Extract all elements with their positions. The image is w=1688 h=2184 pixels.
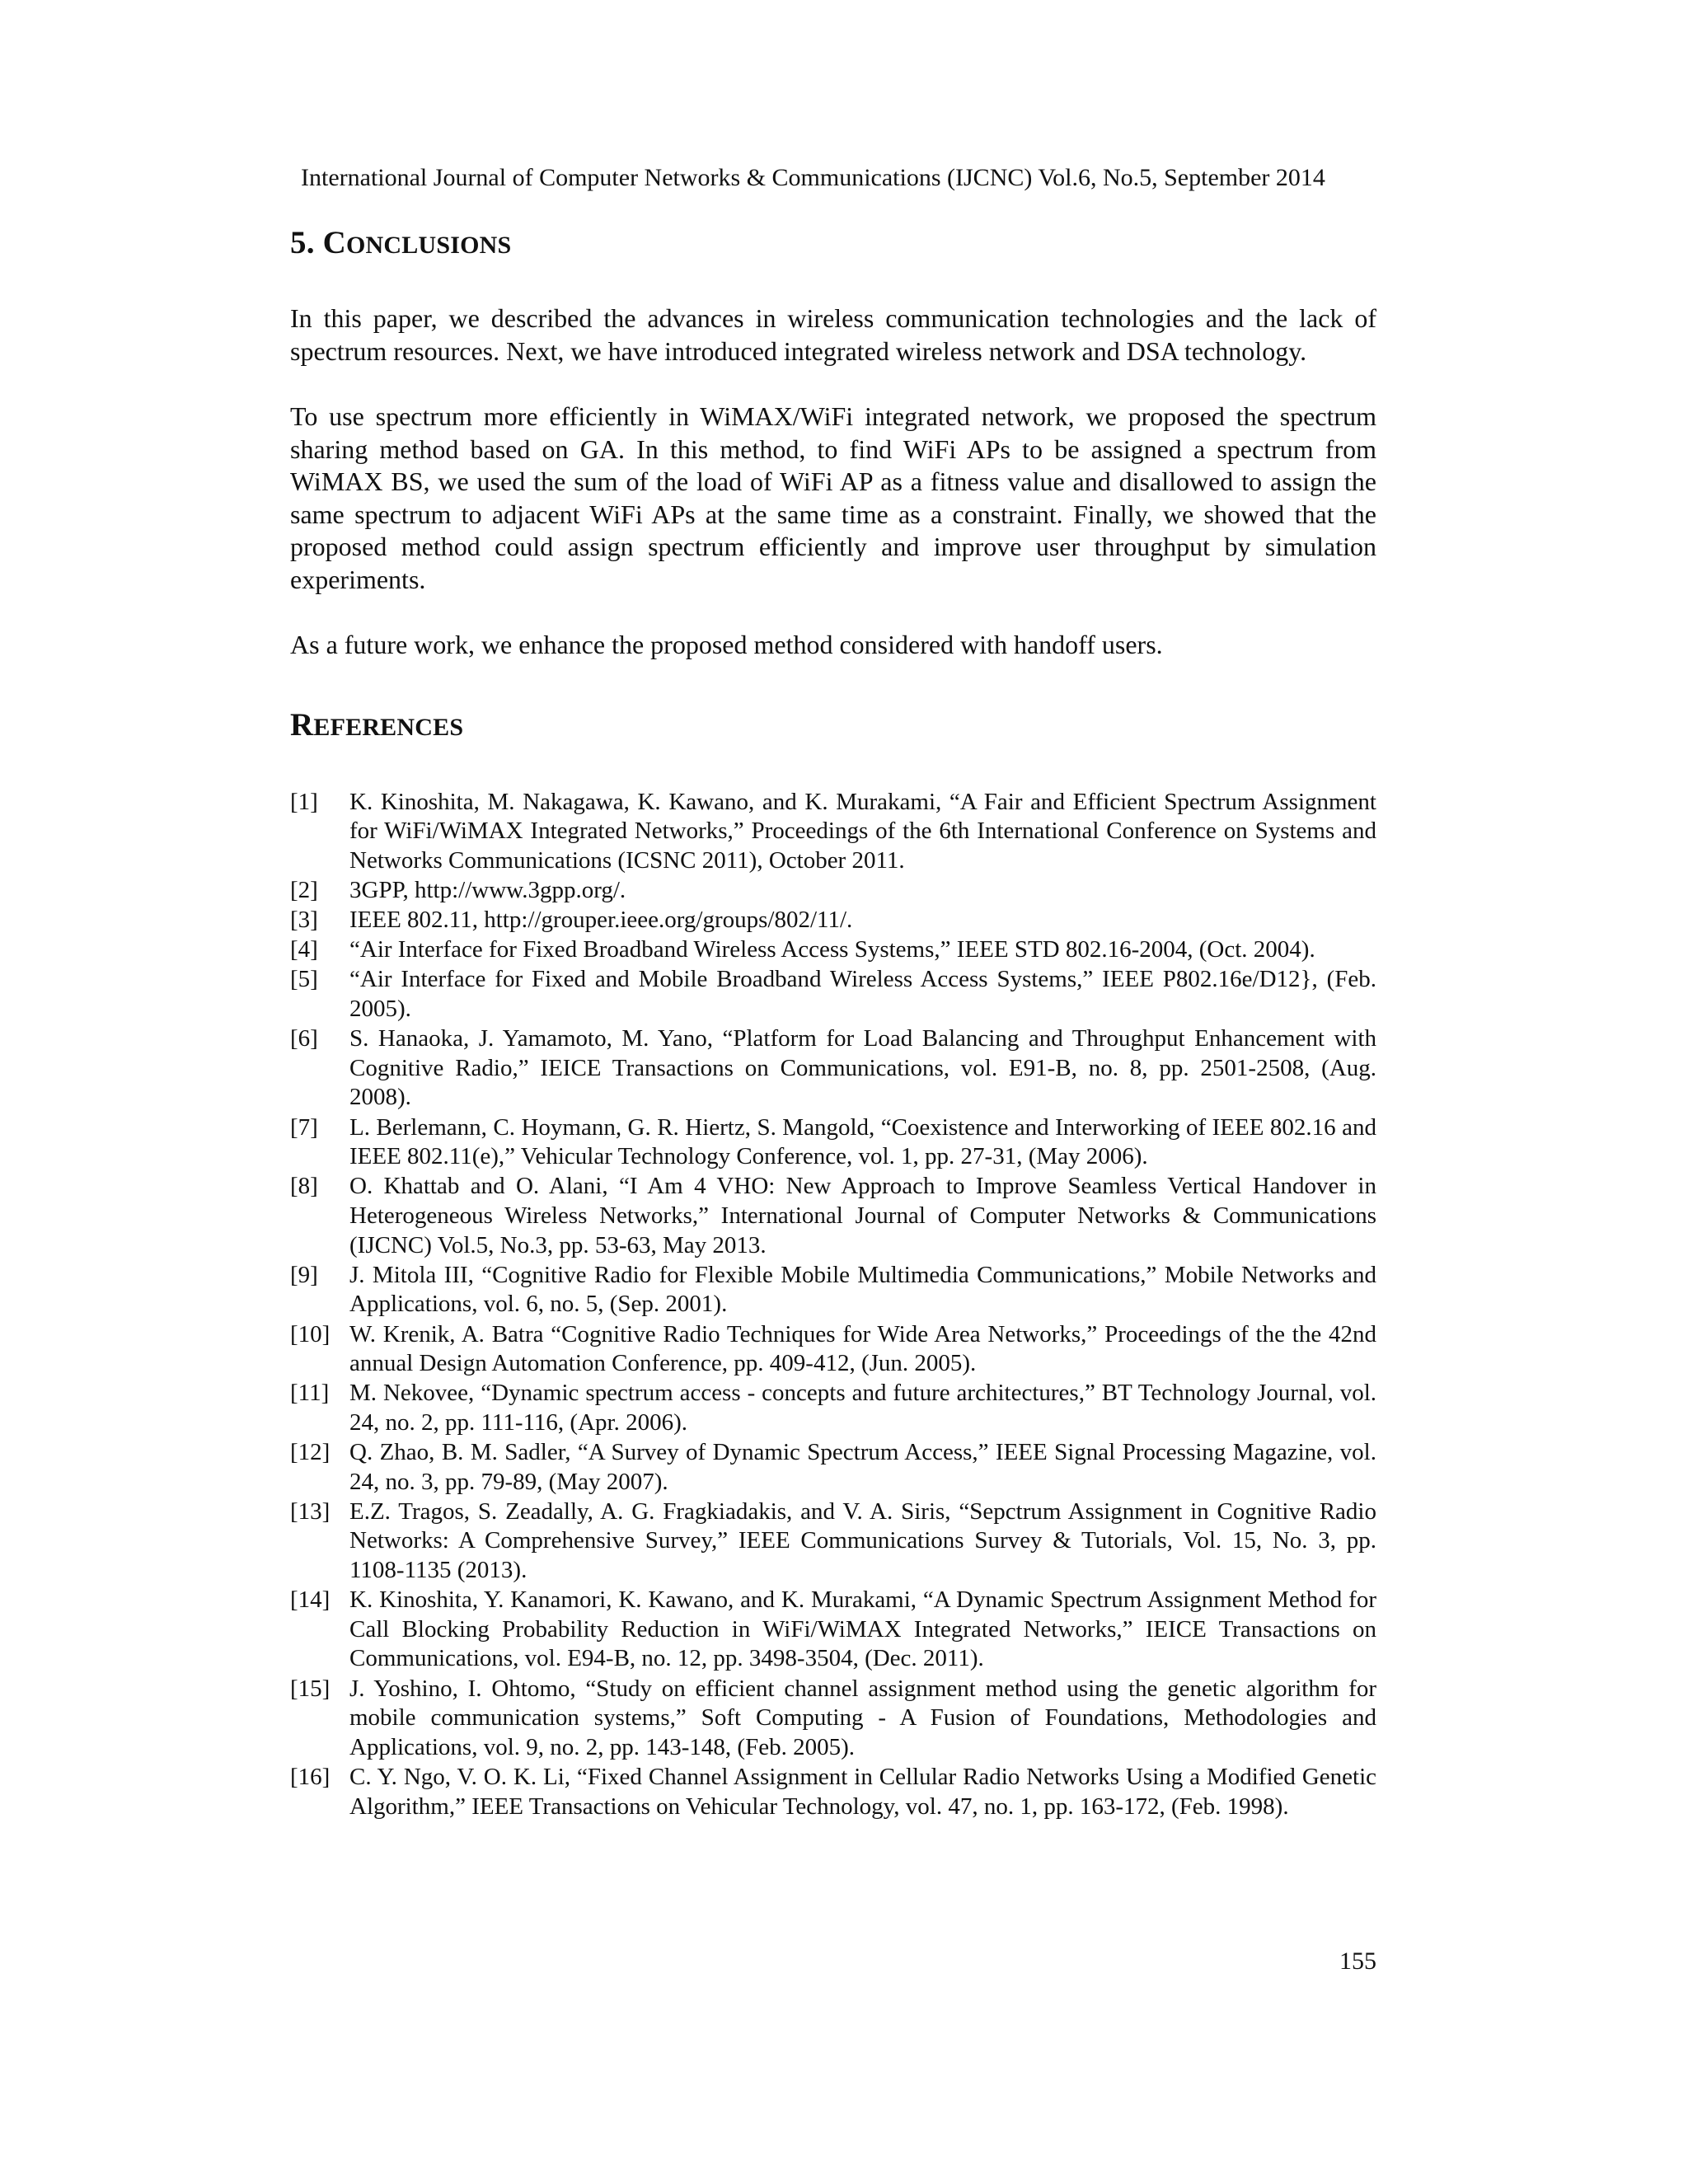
reference-number: [5] <box>290 966 318 993</box>
reference-item <box>290 1438 1376 1497</box>
reference-text: L. Berlemann, C. Hoymann, G. R. Hiertz, S. Mangold, “Coexistence and Interworking of IEEE 802.16 and IEEE 802.11(e),” Vehicular Technology Conference, vol. 1, pp. 27-31, (May 2006). <box>349 1113 1376 1170</box>
reference-text: “Air Interface for Fixed Broadband Wireless Access Systems,” IEEE STD 802.16-2004, (Oct. 2004). <box>349 936 1315 963</box>
references-heading <box>290 705 1376 748</box>
reference-text: 3GPP, http://www.3gpp.org/. <box>349 876 626 903</box>
reference-number: [14] <box>290 1586 331 1614</box>
reference-number: [1] <box>290 788 318 815</box>
reference-item <box>290 935 1376 965</box>
reference-text: E.Z. Tragos, S. Zeadally, A. G. Fragkiadakis, and V. A. Siris, “Sepctrum Assignment in Cognitive Radio Networks: A Comprehensive Survey,” IEEE Communications Survey & Tutorials, Vol. 15, No. 3, pp. 1108-1135 (2013). <box>349 1497 1376 1584</box>
reference-item <box>290 1172 1376 1260</box>
reference-item <box>290 1024 1376 1113</box>
reference-number: [15] <box>290 1675 331 1702</box>
reference-number: [13] <box>290 1497 331 1525</box>
reference-item <box>290 1379 1376 1437</box>
running-header: International Journal of Computer Networks & Communications (IJCNC) Vol.6, No.5, September 2014 <box>301 164 1325 191</box>
reference-text: K. Kinoshita, M. Nakagawa, K. Kawano, and K. Murakami, “A Fair and Efficient Spectrum Assignment for WiFi/WiMAX Integrated Networks,” Proceedings of the 6th International Conference on Systems and Networks Communications (ICSNC 2011), October 2011. <box>349 788 1376 874</box>
reference-text: W. Krenik, A. Batra “Cognitive Radio Techniques for Wide Area Networks,” Proceedings of the the 42nd annual Design Automation Conference, pp. 409-412, (Jun. 2005). <box>349 1320 1376 1377</box>
conclusions-number: 5. <box>290 225 315 260</box>
reference-item <box>290 1320 1376 1379</box>
reference-item <box>290 788 1376 876</box>
reference-item <box>290 1261 1376 1319</box>
reference-text: Q. Zhao, B. M. Sadler, “A Survey of Dynamic Spectrum Access,” IEEE Signal Processing Magazine, vol. 24, no. 3, pp. 79-89, (May 2007). <box>349 1439 1376 1495</box>
reference-text: “Air Interface for Fixed and Mobile Broadband Wireless Access Systems,” IEEE P802.16e/D12}, (Feb. 2005). <box>349 966 1376 1023</box>
reference-number: [12] <box>290 1439 331 1466</box>
reference-text: S. Hanaoka, J. Yamamoto, M. Yano, “Platform for Load Balancing and Throughput Enhancement with Cognitive Radio,” IEICE Transactions on Communications, vol. E91-B, no. 8, pp. 2501-2508, (Aug. 2008). <box>349 1025 1376 1111</box>
reference-text: K. Kinoshita, Y. Kanamori, K. Kawano, and K. Murakami, “A Dynamic Spectrum Assignment Method for Call Blocking Probability Reduction in WiFi/WiMAX Integrated Networks,” IEICE Transactions on Communications, vol. E94-B, no. 12, pp. 3498-3504, (Dec. 2011). <box>349 1586 1376 1672</box>
references-title-rest: EFERENCES <box>313 713 464 741</box>
reference-item <box>290 906 1376 935</box>
conclusions-paragraph: As a future work, we enhance the proposed method considered with handoff users. <box>290 630 1163 659</box>
reference-number: [9] <box>290 1261 318 1288</box>
reference-text: O. Khattab and O. Alani, “I Am 4 VHO: New Approach to Improve Seamless Vertical Handover in Heterogeneous Wireless Networks,” International Journal of Computer Networks & Communications (IJCNC) Vol.5, No.3, pp. 53-63, May 2013. <box>349 1173 1376 1258</box>
reference-number: [10] <box>290 1320 331 1347</box>
reference-number: [6] <box>290 1025 318 1052</box>
page-number: 155 <box>1339 1947 1376 1975</box>
conclusions-heading <box>290 223 1376 266</box>
reference-number: [11] <box>290 1380 330 1407</box>
reference-list <box>290 788 1376 1822</box>
reference-item <box>290 1113 1376 1172</box>
reference-text: J. Yoshino, I. Ohtomo, “Study on efficient channel assignment method using the genetic algorithm for mobile communication systems,” Soft Computing - A Fusion of Foundations, Methodologies and Applications, vol. 9, no. 2, pp. 143-148, (Feb. 2005). <box>349 1675 1376 1760</box>
conclusions-paragraph: To use spectrum more efficiently in WiMAX/WiFi integrated network, we proposed the spectrum sharing method based on GA. In this method, to find WiFi APs to be assigned a spectrum from WiMAX BS, we used the sum of the load of WiFi AP as a fitness value and disallowed to assign the same spectrum to adjacent WiFi APs at the same time as a constraint. Finally, we showed that the proposed method could assign spectrum efficiently and improve user throughput by simulation experiments. <box>290 401 1376 594</box>
reference-text: IEEE 802.11, http://grouper.ieee.org/groups/802/11/. <box>349 907 853 934</box>
reference-item <box>290 965 1376 1024</box>
reference-item <box>290 1497 1376 1586</box>
reference-number: [8] <box>290 1173 318 1200</box>
conclusions-title-rest: ONCLUSIONS <box>345 232 512 259</box>
reference-text: J. Mitola III, “Cognitive Radio for Flexible Mobile Multimedia Communications,” Mobile Networks and Applications, vol. 6, no. 5, (Sep. 2001). <box>349 1261 1376 1318</box>
reference-number: [3] <box>290 907 318 934</box>
conclusions-title-initial: C <box>322 225 346 260</box>
references-title-initial: R <box>290 706 314 743</box>
reference-item <box>290 876 1376 906</box>
reference-number: [7] <box>290 1113 318 1141</box>
reference-text: C. Y. Ngo, V. O. K. Li, “Fixed Channel Assignment in Cellular Radio Networks Using a Modified Genetic Algorithm,” IEEE Transactions on Vehicular Technology, vol. 47, no. 1, pp. 163-172, (Feb. 1998). <box>349 1764 1376 1820</box>
page-content <box>290 223 1376 1822</box>
reference-item <box>290 1586 1376 1674</box>
reference-number: [16] <box>290 1764 331 1790</box>
reference-item <box>290 1675 1376 1763</box>
reference-number: [4] <box>290 936 318 963</box>
reference-text: M. Nekovee, “Dynamic spectrum access - concepts and future architectures,” BT Technology Journal, vol. 24, no. 2, pp. 111-116, (Apr. 2006). <box>349 1380 1376 1436</box>
conclusions-paragraph: In this paper, we described the advances in wireless communication technologies and the lack of spectrum resources. Next, we have introduced integrated wireless network and DSA technology. <box>290 303 1376 366</box>
reference-number: [2] <box>290 876 318 903</box>
reference-item <box>290 1763 1376 1821</box>
